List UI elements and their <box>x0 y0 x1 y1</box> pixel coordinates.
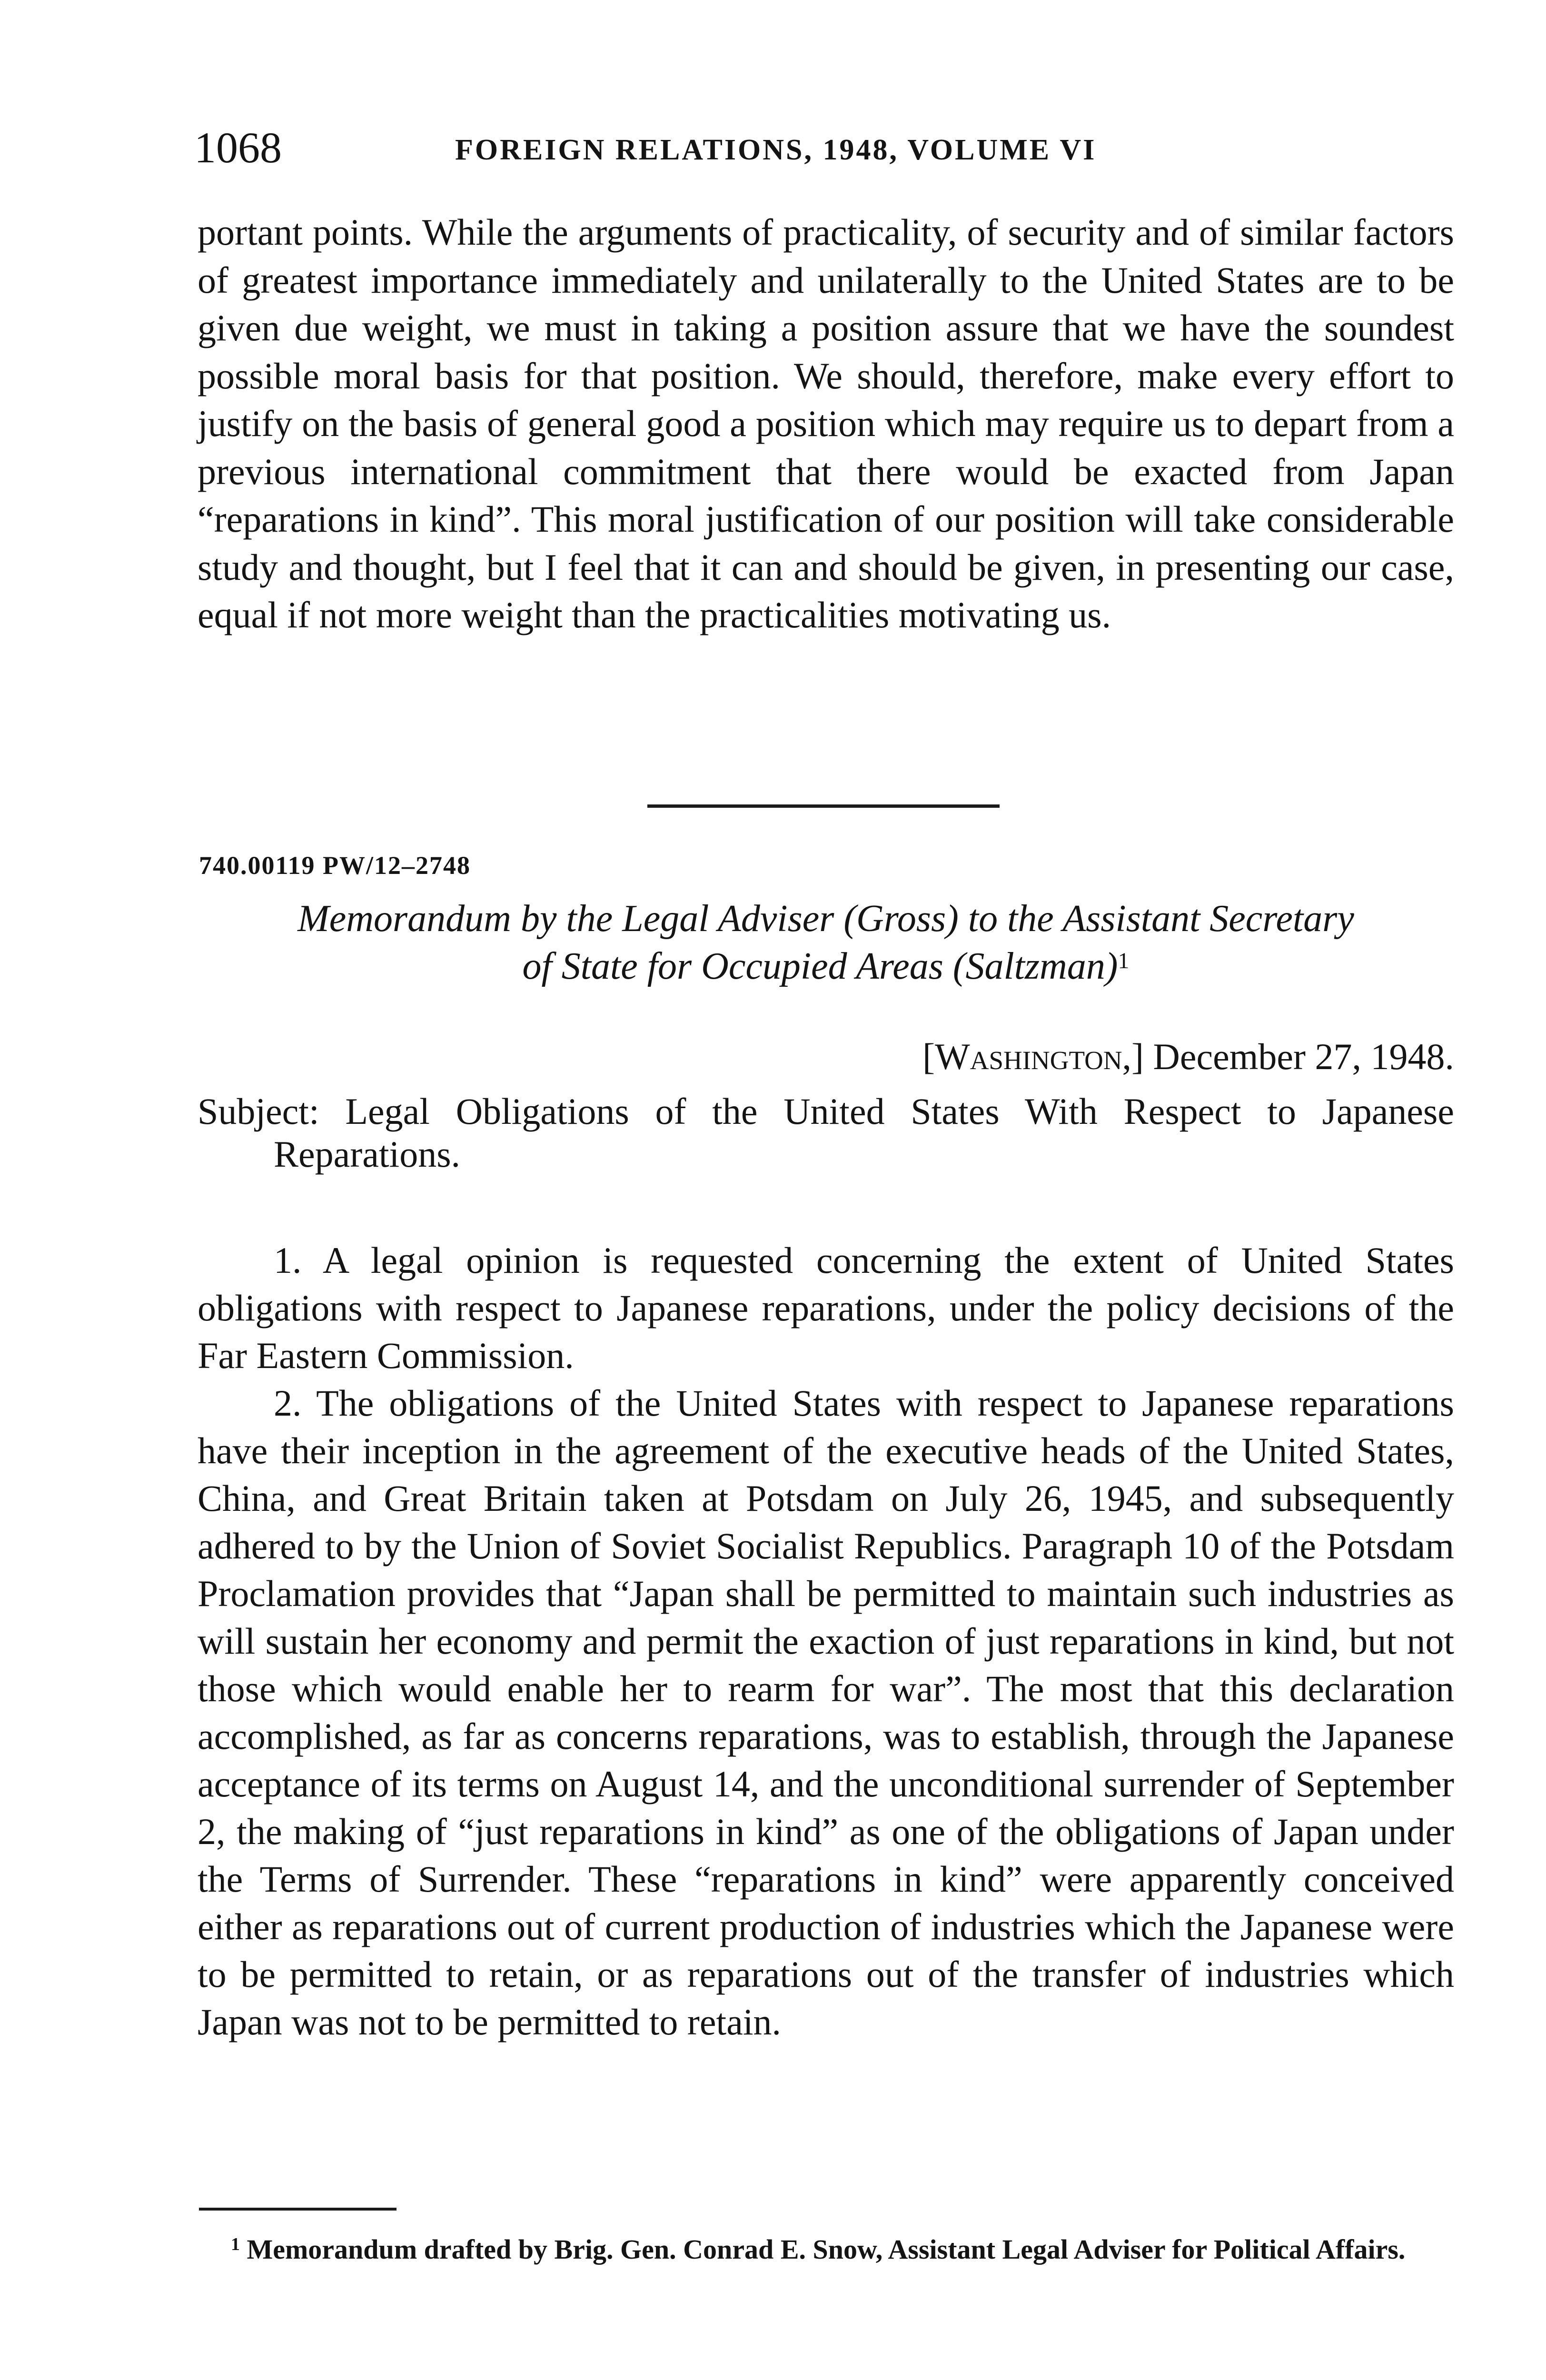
document-title-line-2-text: of State for Occupied Areas (Saltzman) <box>522 945 1118 987</box>
document-title-line-2 <box>198 942 1454 990</box>
file-number: 740.00119 PW/12–2748 <box>199 851 471 880</box>
opening-paragraph: portant points. While the arguments of practicality, of security and of similar factors of greatest importance immediately and unilaterally to the United States are to be given due weight, we must in taking a position assure that we have the soundest possible moral basis for that position. We should, therefore, make every effort to justify on the basis of general good a position which may require us to depart from a previous international commitment that there would be exacted from Japan “reparations in kind”. This moral justification of our position will take considerable study and thought, but I feel that it can and should be given, in presenting our case, equal if not more weight than the practicalities motivating us. <box>198 211 1454 635</box>
footnote-reference: 1 <box>1118 948 1130 973</box>
document-title-line-1: Memorandum by the Legal Adviser (Gross) to the Assistant Secretary <box>297 898 1354 940</box>
footnote-text: Memorandum drafted by Brig. Gen. Conrad E. Snow, Assistant Legal Adviser for Political Affairs. <box>247 2234 1406 2265</box>
dateline-date: December 27, 1948. <box>1153 1036 1454 1077</box>
document-title <box>198 895 1454 990</box>
footnote-rule <box>199 2208 396 2211</box>
section-divider <box>647 804 1000 808</box>
dateline-place: [Washington,] <box>922 1036 1144 1077</box>
footnote <box>198 2232 1454 2267</box>
page-number: 1068 <box>194 123 282 172</box>
paragraph-1: 1. A legal opinion is requested concerning the extent of United States obligations with respect to Japanese reparations, under the policy decisions of the Far Eastern Commission. <box>198 1240 1454 1376</box>
dateline <box>198 1033 1454 1081</box>
paragraph-2: 2. The obligations of the United States with respect to Japanese reparations have their inception in the agreement of the executive heads of the United States, China, and Great Britain taken at Potsdam on July 26, 1945, and subsequently adhered to by the Union of Soviet Socialist Republics. Paragraph 10 of the Potsdam Proclamation provides that “Japan shall be permitted to maintain such industries as will sustain her economy and permit the exaction of just reparations in kind, but not those which would enable her to rearm for war”. The most that this declaration accomplished, as far as concerns reparations, was to establish, through the Japanese acceptance of its terms on August 14, and the unconditional surrender of September 2, the making of “just reparations in kind” as one of the obligations of Japan under the Terms of Surrender. These “reparations in kind” were apparently conceived either as reparations out of current production of industries which the Japanese were to be permitted to retain, or as reparations out of the transfer of industries which Japan was not to be permitted to retain. <box>198 1382 1454 2043</box>
footnote-mark: 1 <box>231 2234 240 2254</box>
running-title: FOREIGN RELATIONS, 1948, VOLUME VI <box>455 134 1097 166</box>
page-header <box>194 121 1451 174</box>
subject-line: Subject: Legal Obligations of the United States With Respect to Japanese Reparations. <box>198 1091 1454 1175</box>
